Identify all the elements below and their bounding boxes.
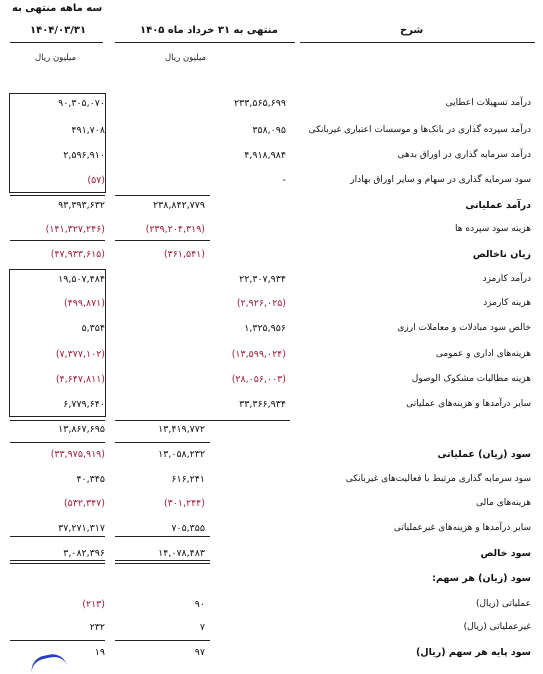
row-label: سود سرمایه گذاری مرتبط با فعالیت‌های غیربانکی xyxy=(345,474,531,484)
value-col3: ۱,۳۲۵,۹۵۶ xyxy=(244,323,286,334)
value-col1: ۳,۰۸۲,۳۹۶ xyxy=(63,548,105,559)
row-label: خالص سود مبادلات و معاملات ارزی xyxy=(397,323,531,333)
value-col3: ۴,۹۱۸,۹۸۴ xyxy=(244,150,286,161)
value-col3: ۳۳,۳۶۶,۹۳۴ xyxy=(239,399,286,410)
row-label: سود (زیان) عملیاتی xyxy=(437,449,531,460)
row-label: سود (زیان) هر سهم: xyxy=(432,573,531,584)
row-label: درآمد کارمزد xyxy=(482,274,531,284)
header-rule xyxy=(300,42,535,43)
total-double-rule xyxy=(115,560,210,564)
value-col1: ۶,۷۷۹,۶۴۰ xyxy=(63,399,105,410)
value-col3: (۲,۹۲۶,۰۲۵) xyxy=(236,298,286,309)
value-col1: ۱۹ xyxy=(94,647,105,658)
value-col2: ۱۳,۴۱۹,۷۷۲ xyxy=(158,424,205,435)
value-col3: (۲۸,۰۵۶,۰۰۳) xyxy=(231,374,286,385)
row-label: سایر درآمدها و هزینه‌های غیرعملیاتی xyxy=(393,523,531,533)
row-label: درآمد سپرده گذاری در بانک‌ها و موسسات اعتباری غیربانکی xyxy=(308,125,531,135)
value-col1: ۹۳,۳۹۳,۶۳۲ xyxy=(58,200,105,211)
row-label: سود خالص xyxy=(480,548,531,559)
row-label: درآمد سرمایه گذاری در اوراق بدهی xyxy=(397,150,531,160)
value-col1: ۹۰,۳۰۵,۰۷۰ xyxy=(58,98,105,109)
value-col1: (۲۱۳) xyxy=(82,599,105,610)
section-rule xyxy=(115,240,210,241)
value-col2: ۱۴,۰۷۸,۴۸۳ xyxy=(158,548,205,559)
value-col1: (۷,۳۷۷,۱۰۲) xyxy=(55,349,105,360)
row-label: غیرعملیاتی (ریال) xyxy=(463,622,531,632)
value-col1: ۲۳۲ xyxy=(89,622,105,633)
row-label: درآمد تسهیلات اعطایی xyxy=(445,98,531,108)
description-title: شرح xyxy=(400,25,424,36)
value-col3: ۲۳۳,۵۶۵,۶۹۹ xyxy=(234,98,286,109)
value-col2: ۹۰ xyxy=(194,599,205,610)
value-col1: ۱۹,۵۰۷,۴۸۴ xyxy=(58,274,105,285)
column-1-detail-box xyxy=(9,269,106,417)
value-col1: (۴,۶۴۷,۸۱۱) xyxy=(55,374,105,385)
value-col1: ۳۷,۲۷۱,۳۱۷ xyxy=(58,523,105,534)
value-col3: - xyxy=(282,175,286,186)
unit-label: میلیون ریال xyxy=(165,53,207,63)
column-2-title: منتهی به ۳۱ خرداد ماه ۱۴۰۵ xyxy=(140,25,278,36)
section-rule xyxy=(10,195,105,196)
header-rule xyxy=(115,42,295,43)
row-label: هزینه‌های اداری و عمومی xyxy=(435,349,531,359)
section-rule xyxy=(115,640,210,641)
period-caption: سه ماهه منتهی به xyxy=(12,3,103,14)
row-label: سایر درآمدها و هزینه‌های عملیاتی xyxy=(406,399,531,409)
section-rule xyxy=(10,640,105,641)
row-label: سود پایه هر سهم (ریال) xyxy=(416,647,531,658)
value-col1: (۴۷,۹۳۳,۶۱۵) xyxy=(50,249,105,260)
value-col2: (۲۳۹,۲۰۴,۳۱۹) xyxy=(145,224,205,235)
row-label: درآمد عملیاتی xyxy=(465,200,531,211)
row-label: هزینه سود سپرده ها xyxy=(455,224,531,234)
value-col1: (۴۹۹,۸۷۱) xyxy=(63,298,105,309)
value-col3: ۳۵۸,۰۹۵ xyxy=(252,125,286,136)
value-col2: ۱۳,۰۵۸,۲۳۲ xyxy=(158,449,205,460)
value-col2: ۷۰۵,۳۵۵ xyxy=(171,523,205,534)
section-rule xyxy=(115,442,210,443)
row-label: سود سرمایه گذاری در سهام و سایر اوراق بهادار xyxy=(350,175,531,185)
value-col2: ۶۱۶,۲۴۱ xyxy=(171,474,205,485)
value-col1: ۴۹۱,۷۰۸ xyxy=(71,125,105,136)
row-label: هزینه کارمزد xyxy=(483,298,531,308)
total-double-rule xyxy=(10,560,105,564)
value-col2: ۹۷ xyxy=(194,647,205,658)
value-col1: ۱۳,۸۶۷,۶۹۵ xyxy=(58,424,105,435)
row-label: هزینه‌های مالی xyxy=(476,498,531,508)
section-rule xyxy=(115,195,210,196)
section-rule xyxy=(10,536,105,537)
value-col1: ۵,۳۵۴ xyxy=(81,323,105,334)
value-col2: ۲۳۸,۸۴۲,۷۷۹ xyxy=(153,200,205,211)
section-rule xyxy=(10,420,105,421)
value-col3: (۱۳,۵۹۹,۰۲۴) xyxy=(231,349,286,360)
value-col1: ۴۰,۳۴۵ xyxy=(76,474,105,485)
section-rule xyxy=(10,442,105,443)
value-col2: (۳۶۱,۵۴۱) xyxy=(163,249,205,260)
value-col1: (۵۳۲,۳۴۷) xyxy=(63,498,105,509)
header-rule xyxy=(10,42,103,43)
row-label: هزینه مطالبات مشکوک الوصول xyxy=(411,374,531,384)
value-col2: (۳۰۱,۲۴۴) xyxy=(163,498,205,509)
unit-label: میلیون ریال xyxy=(35,53,77,63)
row-label: عملیاتی (ریال) xyxy=(475,599,531,609)
value-col2: ۷ xyxy=(199,622,205,633)
section-rule xyxy=(10,240,105,241)
column-1-title: ۱۴۰۴/۰۳/۳۱ xyxy=(30,25,87,36)
value-col1: (۳۳,۹۷۵,۹۱۹) xyxy=(50,449,105,460)
row-label: زیان ناخالص xyxy=(472,249,531,260)
section-rule xyxy=(115,420,210,421)
section-rule xyxy=(210,420,290,421)
value-col3: ۲۲,۳۰۷,۹۳۴ xyxy=(239,274,286,285)
section-rule xyxy=(115,536,210,537)
value-col1: ۲,۵۹۶,۹۱۰ xyxy=(63,150,105,161)
value-col1: (۵۷) xyxy=(87,175,105,186)
value-col1: (۱۴۱,۳۲۷,۲۴۶) xyxy=(45,224,105,235)
